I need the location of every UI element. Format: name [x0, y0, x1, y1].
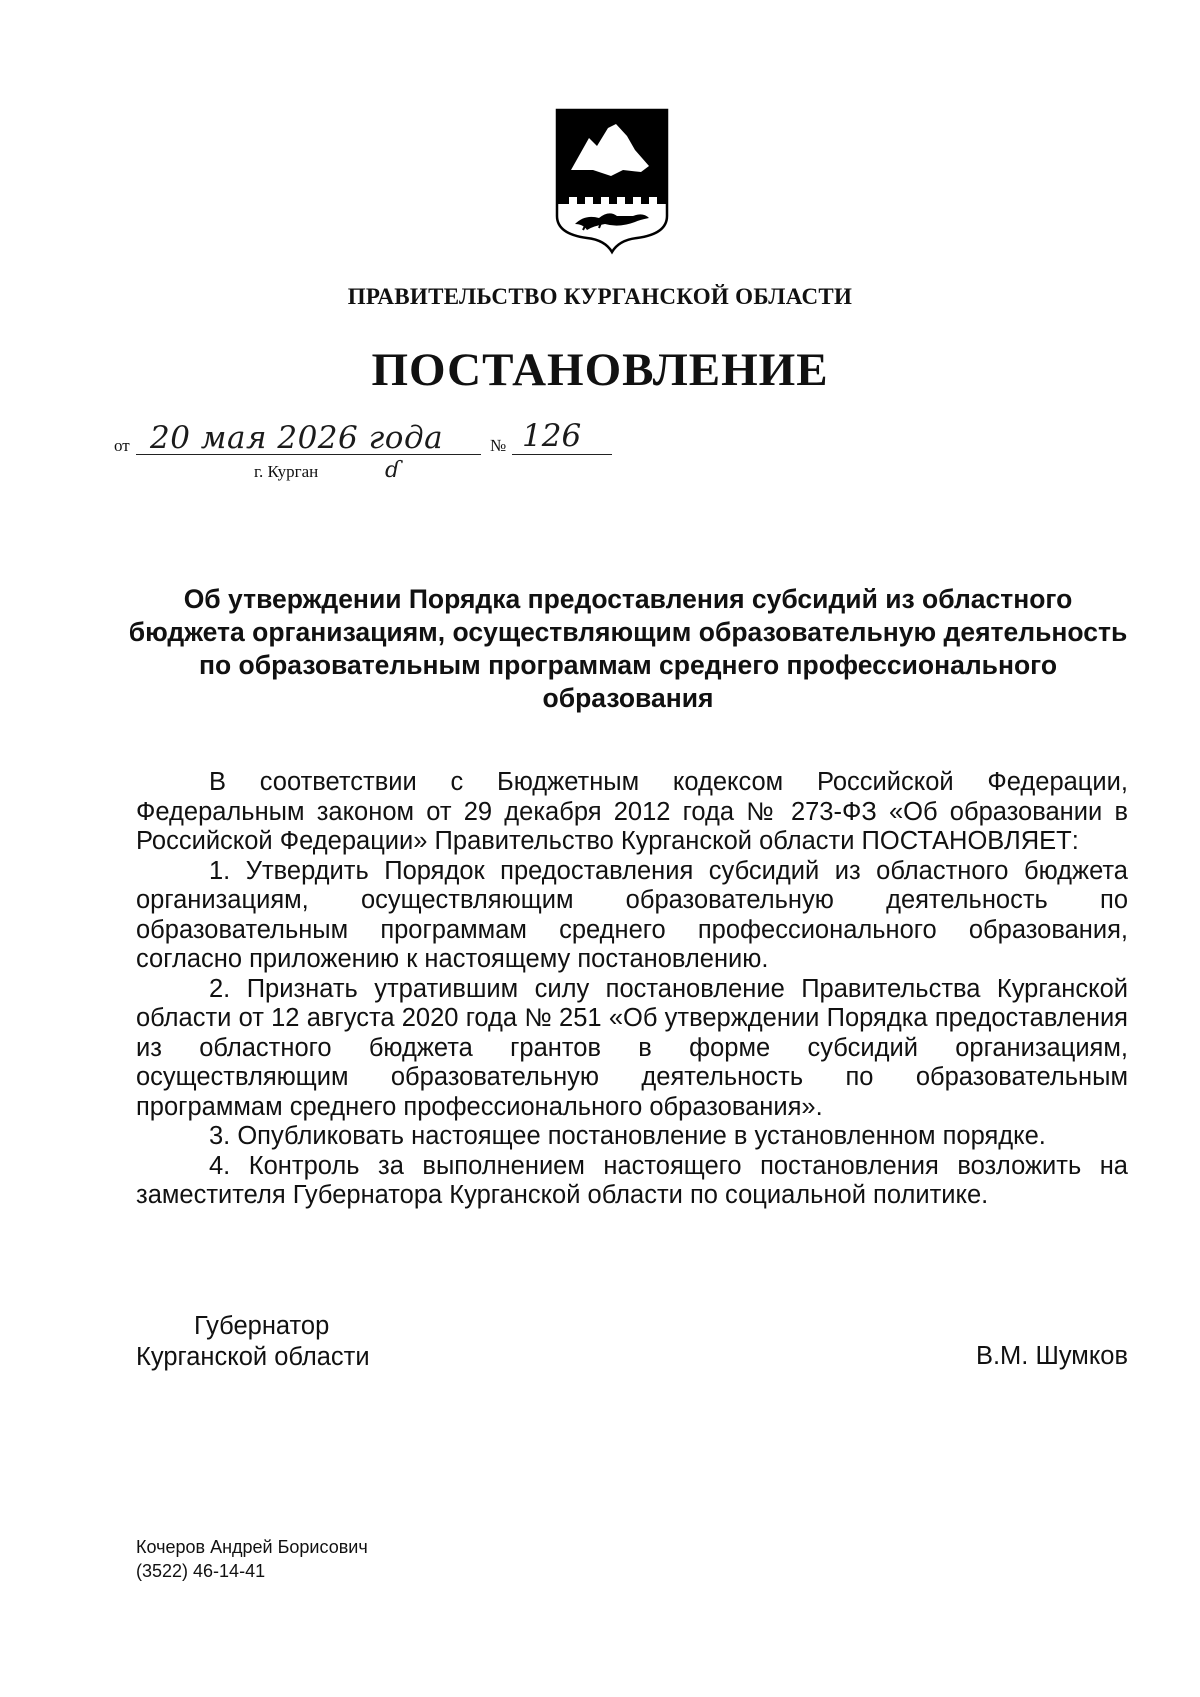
coat-of-arms-icon [553, 106, 671, 258]
clause-2: 2. Признать утратившим силу постановление Правительства Курганской области от 12 августа 2020 года № 251 «Об утверждении Порядка предоставления из областного бюджета грантов в форме субсидий организациям, осуществляющим образовательную деятельность по образовательным программам среднего профессионального образования». [136, 974, 1128, 1121]
clause-1: 1. Утвердить Порядок предоставления субсидий из областного бюджета организациям, осуществляющим образовательную деятельность по образовательным программам среднего профессионального образования, согласно приложению к настоящему постановлению. [136, 856, 1128, 973]
number-sign: № [490, 436, 507, 455]
executor-name: Кочеров Андрей Борисович [136, 1537, 368, 1557]
document-type-title: ПОСТАНОВЛЕНИЕ [371, 344, 829, 396]
document-body [136, 768, 1128, 1211]
handwritten-number: 126 [522, 418, 582, 454]
document-subject: Об утверждении Порядка предоставления субсидий из областного бюджета организациям, осуществляющим образовательную деятельность по образовательным программам среднего профессионального образования [128, 584, 1128, 713]
number-underline [512, 454, 612, 455]
handwritten-date: 20 мая 2026 года [150, 420, 444, 456]
signatory-position-line1: Губернатор [194, 1312, 330, 1340]
signatory-position [136, 1311, 370, 1373]
city-label: г. Курган [254, 462, 319, 481]
clause-4: 4. Контроль за выполнением настоящего постановления возложить на заместителя Губернатора Курганской области по социальной политике. [136, 1151, 1128, 1209]
preamble-paragraph: В соответствии с Бюджетным кодексом Российской Федерации, Федеральным законом от 29 декабря 2012 года № 273-ФЗ «Об образовании в Российской Федерации» Правительство Курганской области ПОСТАНОВЛЯЕТ: [136, 768, 1128, 855]
date-prefix: от [114, 436, 130, 455]
executor-phone: (3522) 46-14-41 [136, 1561, 266, 1581]
executor-info [136, 1535, 368, 1583]
signatory-position-line2: Курганской области [136, 1343, 370, 1371]
handwriting-stroke: ɗ [385, 458, 401, 483]
issuer-title: ПРАВИТЕЛЬСТВО КУРГАНСКОЙ ОБЛАСТИ [347, 284, 853, 309]
signatory-name: В.М. Шумков [975, 1342, 1128, 1370]
clause-3: 3. Опубликовать настоящее постановление в установленном порядке. [209, 1122, 1046, 1150]
